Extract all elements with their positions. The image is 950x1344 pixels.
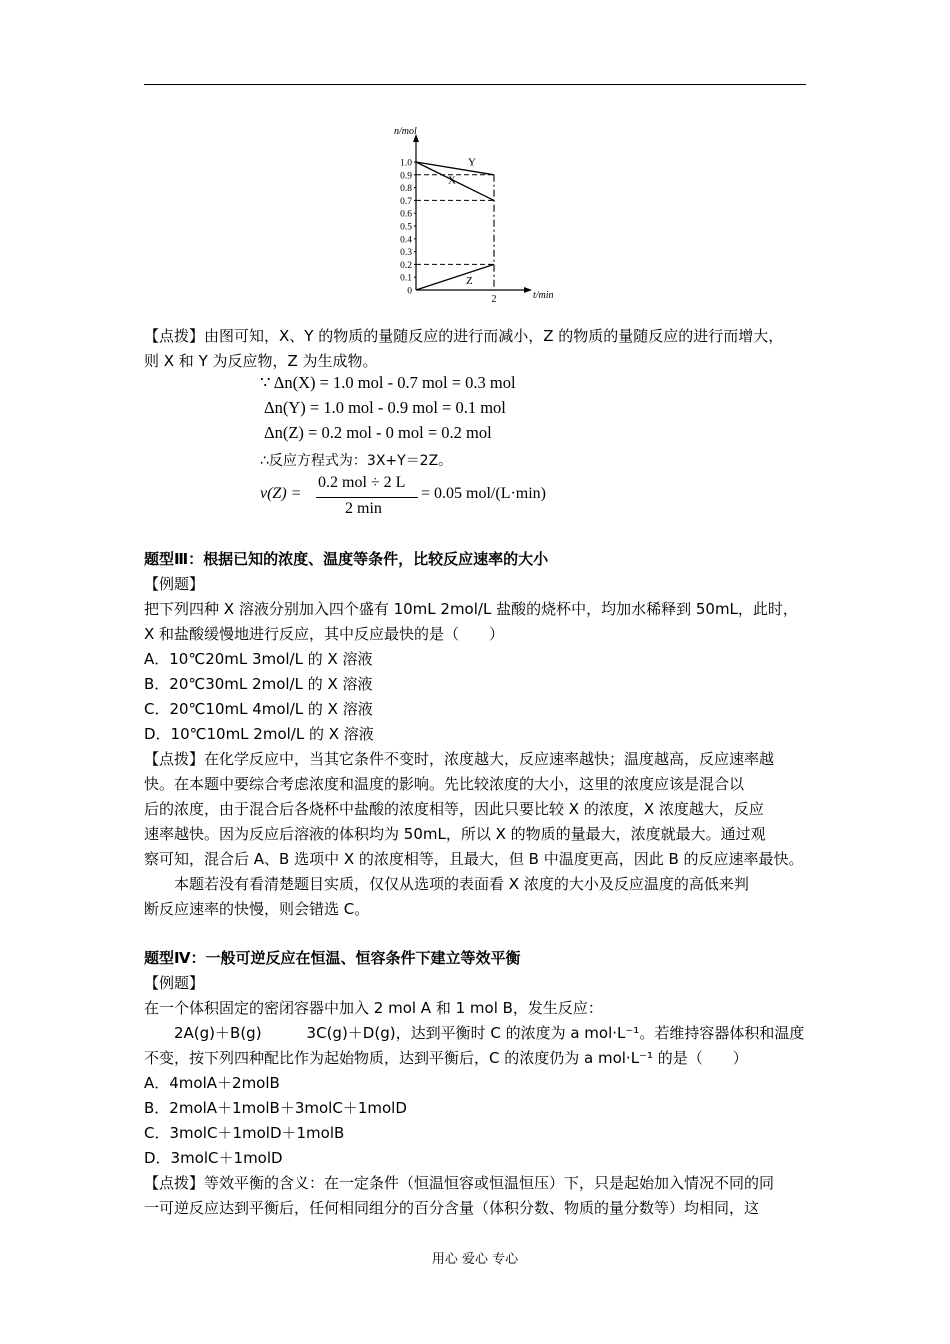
equation-delta-x: ∵ Δn(X) = 1.0 mol - 0.7 mol = 0.3 mol (260, 373, 516, 392)
section4-analysis-line: 【点拨】等效平衡的含义：在一定条件（恒温恒容或恒温恒压）下，只是起始加入情况不同的同 (144, 1174, 775, 1192)
y-tick-label: 0.9 (400, 171, 412, 182)
section4-question-line2: 2A(g)＋B(g) 3C(g)＋D(g)，达到平衡时 C 的浓度为 a mol·L⁻¹。若维持容器体积和温度 (144, 1024, 805, 1042)
y-tick-label: 0.3 (400, 248, 412, 259)
series-line-z (416, 264, 494, 290)
section4-option-d: D．3molC＋1molD (144, 1149, 283, 1167)
section3-option-d: D．10℃10mL 2mol/L 的 X 溶液 (144, 725, 374, 743)
rate-lhs: v(Z) = (260, 485, 302, 502)
equation-delta-y: Δn(Y) = 1.0 mol - 0.9 mol = 0.1 mol (264, 398, 506, 417)
x-axis-arrow (524, 287, 532, 293)
y-tick-label: 0.1 (400, 273, 412, 284)
section3-analysis-line: 速率越快。因为反应后溶液的体积均为 50mL，所以 X 的物质的量最大，浓度就最大。通过观 (144, 825, 766, 843)
page-footer: 用心 爱心 专心 (431, 1252, 519, 1267)
section3-title: 题型Ⅲ：根据已知的浓度、温度等条件，比较反应速率的大小 (144, 550, 549, 568)
y-tick-label: 0 (407, 286, 412, 297)
section4-analysis-line: 一可逆反应达到平衡后，任何相同组分的百分含量（体积分数、物质的量分数等）均相同，这 (144, 1199, 760, 1217)
section4-option-a: A．4molA＋2molB (144, 1074, 280, 1092)
section4-option-b: B．2molA＋1molB＋3molC＋1molD (144, 1099, 407, 1117)
y-tick-label: 0.8 (400, 184, 412, 195)
analysis1-line1: 【点拨】由图可知，X、Y 的物质的量随反应的进行而减小，Z 的物质的量随反应的进行而增大， (144, 327, 784, 345)
section3-analysis-line: 断反应速率的快慢，则会错选 C。 (144, 900, 370, 918)
x-axis-label: t/min (533, 290, 554, 301)
y-tick-label: 0.7 (400, 196, 412, 207)
analysis1-line2: 则 X 和 Y 为反应物，Z 为生成物。 (144, 352, 378, 370)
rate-numerator: 0.2 mol ÷ 2 L (318, 474, 406, 491)
fraction-bar (316, 497, 418, 498)
section3-analysis-line: 【点拨】在化学反应中，当其它条件不变时，浓度越大，反应速率越快；温度越高，反应速率越 (144, 750, 775, 768)
section3-analysis-line: 快。在本题中要综合考虑浓度和温度的影响。先比较浓度的大小，这里的浓度应该是混合以 (144, 775, 745, 793)
header-rule (144, 84, 806, 85)
section3-option-c: C．20℃10mL 4mol/L 的 X 溶液 (144, 700, 373, 718)
rate-rhs: = 0.05 mol/(L·min) (421, 485, 547, 502)
section3-example-label: 【例题】 (144, 575, 205, 593)
reaction-equation: ∴反应方程式为：3X+Y＝2Z。 (260, 453, 453, 469)
y-tick-label: 1.0 (400, 158, 412, 169)
x-tick-label: 2 (491, 294, 497, 305)
section3-option-a: A．10℃20mL 3mol/L 的 X 溶液 (144, 650, 373, 668)
y-tick-label: 0.6 (400, 209, 412, 220)
y-axis-label: n/mol (394, 126, 417, 137)
series-label-z: Z (466, 275, 473, 288)
section4-question-line1: 在一个体积固定的密闭容器中加入 2 mol A 和 1 mol B，发生反应： (144, 999, 603, 1017)
section4-example-label: 【例题】 (144, 974, 205, 992)
section3-question-line1: 把下列四种 X 溶液分别加入四个盛有 10mL 2mol/L 盐酸的烧杯中，均加水稀释到 50mL，此时， (144, 600, 798, 618)
section4-title: 题型Ⅳ：一般可逆反应在恒温、恒容条件下建立等效平衡 (144, 949, 521, 967)
section3-analysis-line: 察可知，混合后 A、B 选项中 X 的浓度相等，且最大，但 B 中温度更高，因此 B 的反应速率最快。 (144, 850, 804, 868)
y-tick-label: 0.5 (400, 222, 412, 233)
section3-question-line2: X 和盐酸缓慢地进行反应，其中反应最快的是（ ） (144, 625, 505, 643)
equation-delta-z: Δn(Z) = 0.2 mol - 0 mol = 0.2 mol (264, 423, 492, 442)
section3-analysis-line: 本题若没有看清楚题目实质，仅仅从选项的表面看 X 浓度的大小及反应温度的高低来判 (144, 875, 749, 893)
section3-option-b: B．20℃30mL 2mol/L 的 X 溶液 (144, 675, 373, 693)
series-label-y: Y (468, 156, 476, 169)
section4-question-line3: 不变，按下列四种配比作为起始物质，达到平衡后，C 的浓度仍为 a mol·L⁻¹ 的是（ ） (144, 1049, 748, 1067)
y-tick-label: 0.2 (400, 260, 412, 271)
mole-time-chart (380, 118, 570, 308)
section4-option-c: C．3molC＋1molD＋1molB (144, 1124, 345, 1142)
y-tick-label: 0.4 (400, 235, 412, 246)
rate-denominator: 2 min (345, 500, 382, 517)
series-label-x: X (448, 174, 456, 187)
section3-analysis-line: 后的浓度，由于混合后各烧杯中盐酸的浓度相等，因此只要比较 X 的浓度，X 浓度越大，反应 (144, 800, 764, 818)
